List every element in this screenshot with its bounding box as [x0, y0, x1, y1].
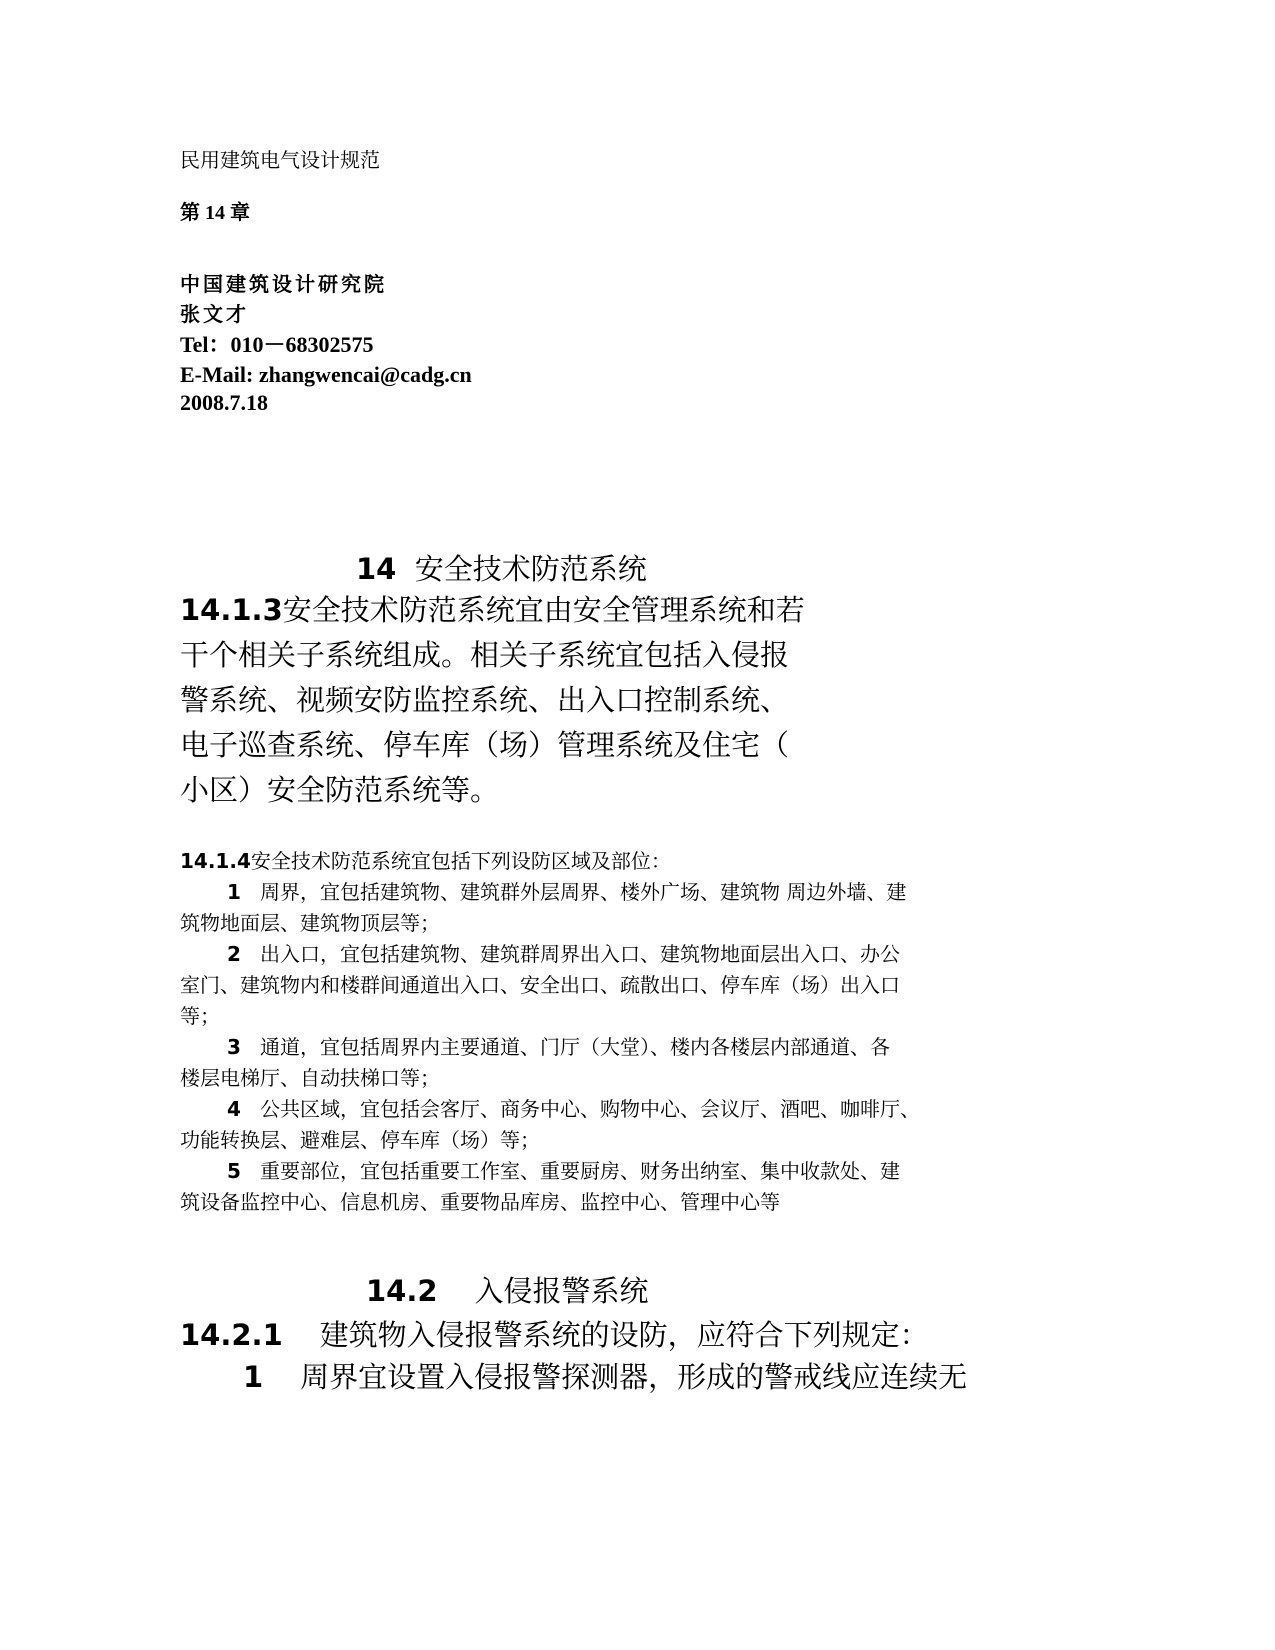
clause-text-line: 警系统、视频安防监控系统、出入口控制系统、: [180, 683, 790, 717]
item-number: 3: [227, 1035, 241, 1059]
email-address: E-Mail: zhangwencai@cadg.cn: [180, 362, 472, 387]
item-number: 1: [227, 880, 241, 904]
list-item: [180, 1156, 1050, 1187]
document-date: 2008.7.18: [180, 390, 268, 415]
item-text: 重要部位，宜包括重要工作室、重要厨房、财务出纳室、集中收款处、建: [260, 1159, 900, 1183]
item-text-continued: 室门、建筑物内和楼群间通道出入口、安全出口、疏散出口、停车库（场）出入口: [180, 973, 900, 997]
section-14-heading: [356, 547, 647, 588]
item-number: 5: [227, 1159, 241, 1183]
item-text-continued: 筑设备监控中心、信息机房、重要物品库房、监控中心、管理中心等: [180, 1190, 780, 1214]
clause-text-line: 电子巡查系统、停车库（场）管理系统及住宅（: [180, 728, 790, 762]
item-text: 公共区域，宜包括会客厅、商务中心、购物中心、会议厅、酒吧、咖啡厅、: [260, 1097, 920, 1121]
section-title: 安全技术防范系统: [414, 552, 647, 586]
section-number: 14: [356, 552, 397, 586]
item-text-continued: 筑物地面层、建筑物顶层等；: [180, 911, 440, 935]
clause-14-2-1-item-1: [243, 1355, 967, 1396]
section-title: 入侵报警系统: [474, 1274, 649, 1308]
item-text-continued: 功能转换层、避难层、停车库（场）等；: [180, 1128, 540, 1152]
author-name: 张文才: [180, 304, 249, 326]
clause-text: 建筑物入侵报警系统的设防，应符合下列规定：: [319, 1318, 929, 1352]
list-item: [180, 1094, 1050, 1125]
clause-number: 14.2.1: [180, 1318, 283, 1352]
section-number: 14.2: [366, 1274, 438, 1308]
item-text: 周界，宜包括建筑物、建筑群外层周界、楼外广场、建筑物 周边外墙、建: [260, 880, 907, 904]
list-item: [180, 1032, 1050, 1063]
document-header-title: 民用建筑电气设计规范: [180, 148, 380, 172]
clause-14-1-4: [180, 846, 1050, 1218]
clause-text-line: 安全技术防范系统宜由安全管理系统和若: [282, 593, 805, 627]
item-number: 4: [227, 1097, 241, 1121]
clause-intro: 安全技术防范系统宜包括下列设防区域及部位：: [250, 849, 671, 873]
list-item: [180, 939, 1050, 970]
clause-text-line: 小区）安全防范系统等。: [180, 773, 500, 807]
section-14-2-heading: [366, 1269, 648, 1310]
chapter-label: 第 14 章: [180, 202, 250, 224]
item-text: 周界宜设置入侵报警探测器，形成的警戒线应连续无: [300, 1360, 968, 1394]
item-text-continued: 楼层电梯厅、自动扶梯口等；: [180, 1066, 440, 1090]
list-item: [180, 877, 1050, 908]
organization-name: 中国建筑设计研究院: [180, 274, 387, 296]
item-number: 2: [227, 942, 241, 966]
clause-number: 14.1.3: [180, 593, 283, 627]
telephone: Tel：010－68302575: [180, 332, 374, 357]
item-number: 1: [243, 1360, 264, 1394]
clause-14-2-1: [180, 1313, 929, 1354]
item-text-continued: 等；: [180, 1004, 220, 1028]
item-text: 通道，宜包括周界内主要通道、门厅（大堂）、楼内各楼层内部通道、各: [260, 1035, 890, 1059]
clause-14-1-3: [180, 588, 870, 813]
clause-number: 14.1.4: [180, 849, 251, 873]
clause-text-line: 干个相关子系统组成。相关子系统宜包括入侵报: [180, 638, 790, 672]
item-text: 出入口，宜包括建筑物、建筑群周界出入口、建筑物地面层出入口、办公: [260, 942, 900, 966]
